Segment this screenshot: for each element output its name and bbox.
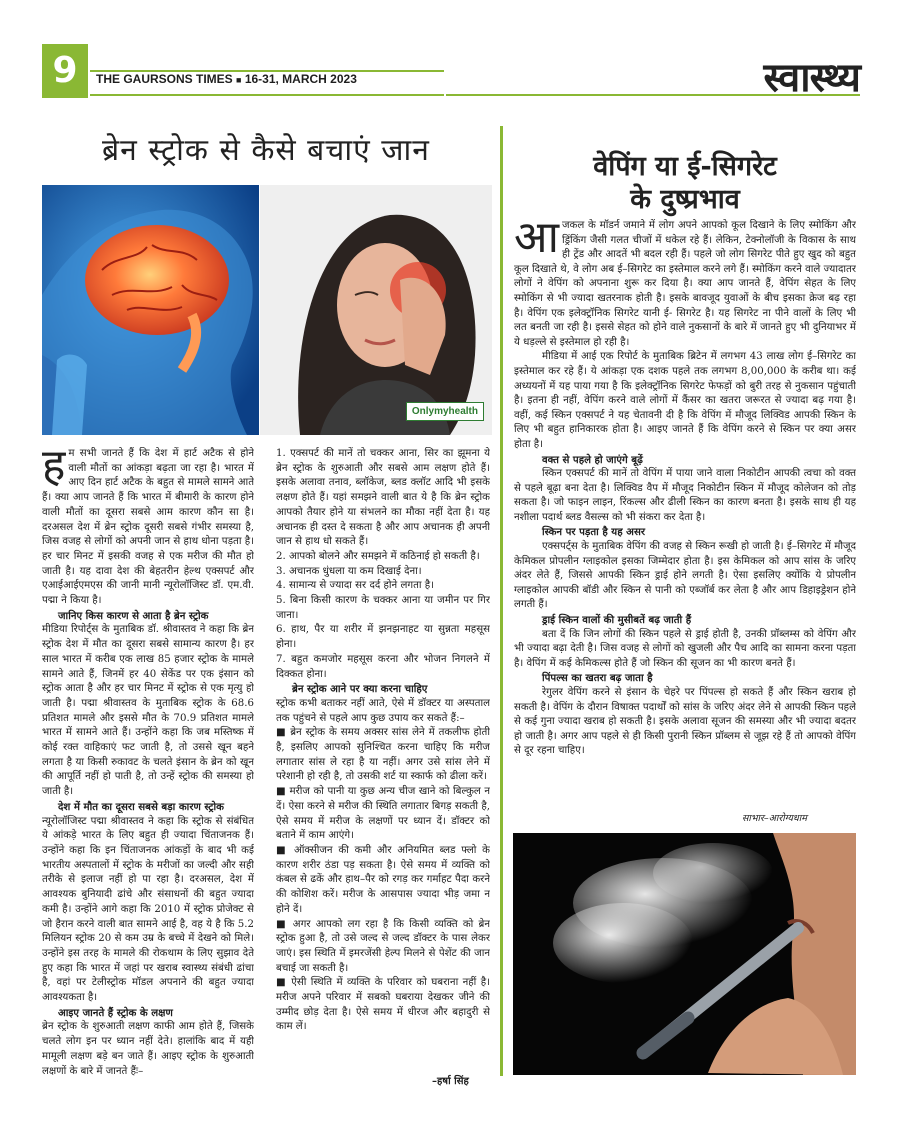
drop-cap: ह [42,447,66,491]
section-text: रेगुलर वेपिंग करने से इंसान के चेहरे पर पिंपल्स हो सकते हैं और स्किन खराब हो सकती है। वेपिंग के दौरान विषाक्त पदार्थों को सांस के जरिए अंदर लेने से आपकी स्किन पहले से कई गुना ज्यादा खराब हो सकती है। इसके अलावा सूजन की समस्या और भी ज्यादा बदतर हो जाती है। अगर आप पहले से ही किसी पुरानी स्किन प्रॉब्लम से जूझ रहे हैं तो आपको वेपिंग से दूर रहना चाहिए। [514,687,856,757]
section-heading: देश में मौत का दूसरा सबसे बड़ा कारण स्ट्रोक [58,800,224,813]
byline: –हर्षा सिंह [432,1076,469,1087]
tip-item: ■ ऑक्सीजन की कमी और अनियमित ब्लड फ्लो के कारण शरीर ठंडा पड़ सकता है। ऐसे समय में व्यक्ति को कंबल से ढकें और हाथ–पैर को रगड़ कर गर्माहट पैदा करने की कोशिश करें। मरीज के आसपास ज्यादा भीड़ जमा न होने दें। [276,844,490,915]
paragraph: मीडिया में आई एक रिपोर्ट के मुताबिक ब्रिटेन में लगभग 43 लाख लोग ई–सिगरेट का इस्तेमाल कर रहे हैं। ये आंकड़ा एक दशक पहले तक लगभग 8,00,000 के करीब था। कई अध्ययनों में यह पाया गया है कि इलेक्ट्रॉनिक सिगरेट फेफड़ों को बुरी तरह से नुकसान पहुंचाती है। इतना ही नहीं, वेपिंग करने वाले लोगों में कैंसर का खतरा जरूरत से ज्यादा बढ़ गया है। वहीं, कई स्किन एक्सपर्ट ने यह चेतावनी दी है कि वेपिंग में मौजूद लिक्विड आपकी स्किन के लिए भी बहुत हानिकारक होता है। आइए जानते हैं कि वेपिंग करने से स्किन पर क्या असर होता है। [514,351,856,450]
section-text: स्ट्रोक कभी बताकर नहीं आते, ऐसे में डॉक्टर या अस्पताल तक पहुंचने से पहले आप कुछ उपाय कर सकते हैं:– [276,697,490,724]
intro-paragraph: म सभी जानते हैं कि देश में हार्ट अटैक से होने वाली मौतों का आंकड़ा बढ़ता जा रहा है। भारत में आए दिन हार्ट अटैक के बहुत से मामले सामने आते हैं। क्या आप जानते हैं कि भारत में बीमारी के कारण होने वाली मौतों का दूसरा सबसे आम कारण कौन सा है। दरअसल देश में ब्रेन स्ट्रोक दूसरी सबसे गंभीर समस्या है, जिस वजह से लोगों को अपनी जान से हाथ धोना पड़ता है। हर चार मिनट में इसकी वजह से एक मरीज की मौत हो जाती है। यह दावा देश की बेहतरीन हेल्थ एक्सपर्ट और एआईआईएमएस की जानी मानी न्यूरोलॉजिस्ट डॉ. एम.वी. पद्मा ने किया है। [42,448,254,607]
article-credit: साभार–आरोग्यधाम [742,813,807,824]
section-title: स्वास्थ्य [763,54,860,101]
page-number: 9 [42,44,88,98]
publication-name: THE GAURSONS TIMES [96,72,233,86]
image-credit-badge: Onlymyhealth [406,402,484,421]
vaping-photo [513,833,856,1075]
section-text: मीडिया रिपोर्ट्स के मुताबिक डॉ. श्रीवास्तव ने कहा कि ब्रेन स्ट्रोक देश में मौत का दूसरा सबसे सामान्य कारण है। हर साल भारत में करीब एक लाख 85 हजार स्ट्रोक के मामले सामने आते हैं, जिनमें हर 40 सेकेंड पर एक इंसान को स्ट्रोक आता है और हर चार मिनट में स्ट्रोक से एक मृत्यु हो जाती है। पद्मा श्रीवास्तव के मुताबिक स्ट्रोक के 68.6 प्रतिशत मामले और इससे मौत के 70.9 प्रतिशत मामले भारत में सामने आते हैं। उन्होंने कहा कि जब मस्तिष्क में कोई रक्त वाहिकाएं फट जाती है, तो उससे खून बहने लगता है या किसी रुकावट के चलते इंसान के ब्रेन को खून की आपूर्ति नहीं हो पाती है, तो उन्हें स्ट्रोक की समस्या हो जाती है। [42,624,254,798]
section-heading: आइए जानते हैं स्ट्रोक के लक्षण [58,1006,173,1019]
brain-stroke-column-2 [276,447,490,1087]
section-heading: जानिए किस कारण से आता है ब्रेन स्ट्रोक [58,609,209,622]
brain-illustration [42,185,259,435]
section-heading: वक्त से पहले हो जाएंगे बूढ़ें [542,453,643,466]
publication-line [96,72,357,86]
symptom-item: 3. अचानक धुंधला या कम दिखाई देना। [276,565,422,577]
tip-item: ■ मरीज को पानी या कुछ अन्य चीज खाने को बिल्कुल न दें। ऐसा करने से मरीज की स्थिति लगातार बिगड़ सकती है, ऐसे समय में मरीज के लक्षणों पर ध्यान दें। डॉक्टर को बताने में काम आएंगे। [276,786,490,842]
symptom-item: 7. बहुत कमजोर महसूस करना और भोजन निगलने में दिक्कत होना। [276,653,490,680]
symptom-item: 4. सामान्य से ज्यादा सर दर्द होने लगता है। [276,580,435,592]
page-header [42,44,860,100]
section-heading: ब्रेन स्ट्रोक आने पर क्या करना चाहिए [292,683,428,696]
symptom-item: 6. हाथ, पैर या शरीर में झनझनाहट या सुन्नता महसूस होना। [276,624,490,651]
symptom-item: 5. बिना किसी कारण के चक्कर आना या जमीन पर गिर जाना। [276,595,490,621]
tip-item: ■ ब्रेन स्ट्रोक के समय अक्सर सांस लेने में तकलीफ होती है, इसलिए आपको सुनिश्चित करना चाहिए कि मरीज लगातार सांस ले रहा है या नहीं। अगर उसे सांस लेने में परेशानी हो रही है, तो उसकी शर्ट या स्कार्फ को ढीला करें। [276,727,490,783]
section-text: एक्सपर्ट्स के मुताबिक वेपिंग की वजह से स्किन रूखी हो जाती है। ई–सिगरेट में मौजूद केमिकल प्रोपलीन ग्लाइकोल इसका जिम्मेदार होता है। इस केमिकल को आप सांस के जरिए अंदर लेते हैं, जिससे आपकी स्किन ड्राई होने लगती है। ऐसा इसलिए क्योंकि ये प्रोपलीन ग्लाइकोल आपकी बॉडी और स्किन से पानी को एब्जॉर्ब कर लेता है और आप डिहाइड्रेशन होने लगती हैं। [514,541,856,611]
green-divider [500,126,503,1076]
vaping-title [510,150,860,216]
brain-stroke-title: ब्रेन स्ट्रोक से कैसे बचाएं जान [102,133,430,168]
vaping-article-body [514,219,856,819]
tip-item: ■ अगर आपको लग रहा है कि किसी व्यक्ति को ब्रेन स्ट्रोक हुआ है, तो उसे जल्द से जल्द डॉक्टर के पास लेकर जाएं। इस स्थिति में इमरजेंसी हेल्प मिलने से पेशेंट की जान बचाई जा सकती है। [276,918,490,974]
section-text: बता दें कि जिन लोगों की स्किन पहले से ड्राई होती है, उनकी प्रॉब्लम्स को वेपिंग और भी ज्यादा बढ़ा देती है। जिस वजह से लोगों को खुजली और पैच आदि का सामना करना पड़ता है। वेपिंग में कई केमिकल्स होते हैं जो स्किन की सूजन का भी कारण बनते हैं। [514,628,856,669]
drop-cap: आ [514,219,559,263]
headache-photo [260,185,492,435]
vaping-title-line-1: वेपिंग या ई-सिगरेट [593,151,777,182]
square-icon: ■ [236,75,242,85]
section-text: ब्रेन स्ट्रोक के शुरुआती लक्षण काफी आम होते हैं, जिसके चलते लोग इन पर ध्यान नहीं देते। हालांकि बाद में यही मामूली लक्षण बड़े बन जाते हैं। आइए स्ट्रोक के शुरुआती लक्षणों के बारे में जानते हैंः– [42,1021,254,1077]
section-heading: स्किन पर पड़ता है यह असर [542,526,646,539]
section-text: स्किन एक्सपर्ट की मानें तो वेपिंग में पाया जाने वाला निकोटीन आपकी त्वचा को वक्त से पहले बूढ़ा बना देता है। लिक्विड वैप में मौजूद निकोटीन स्किन में मौजूद कोलेजन को तोड़ सकता है। जो फाइन लाइन, रिंकल्स और ढीली स्किन का कारण बनता है। इसके साथ ही यह नशीला पदार्थ ब्लड वैसल्स को भी संकरा कर देता है। [514,468,856,523]
section-heading: पिंपल्स का खतरा बढ़ जाता है [542,672,653,685]
brain-stroke-column-1 [42,447,254,1087]
issue-date: 16-31, MARCH 2023 [244,72,357,86]
tip-item: ■ ऐसी स्थिति में व्यक्ति के परिवार को घबराना नहीं है। मरीज अपने परिवार में सबको घबराया देखकर जीने की उम्मीद छोड़ देता है। ऐसे समय में धीरज और बहादुरी से काम लें। [276,977,490,1033]
symptom-item: 1. एक्सपर्ट की मानें तो चक्कर आना, सिर का झूमना ये ब्रेन स्ट्रोक के शुरुआती और सबसे आम लक्षण होते हैं। इसके अलावा तनाव, ब्लॉकेज, ब्लड क्लॉट आदि भी इसके लक्षण होते हैं। यहां समझने वाली बात ये है कि ब्रेन स्ट्रोक आपको तैयार होने या संभलने का मौका नहीं देता है। यह अचानक ही दस्त दे सकता है और आप अचानक ही अपनी जान से हाथ धो सकते हैं। [276,448,490,548]
intro-paragraph: जकल के मॉडर्न जमाने में लोग अपने आपको कूल दिखाने के लिए स्मोकिंग और ड्रिंकिंग जैसी गलत चीजों में धकेल रहे हैं। लेकिन, टेक्नोलॉजी के विकास के साथ ही ट्रेंड और आदतें भी बदल रही हैं। पहले जो लोग सिगरेट पीते हुए खुद को बहुत कूल दिखाते थे, वे लोग अब ई–सिगरेट का इस्तेमाल करने लगे हैं। स्मोकिंग करने वाले ज्यादातर लोगों ने वेपिंग को अपनाना शुरू कर दिया है। क्या आप जानते हैं, वेपिंग सेहत के लिए स्मोकिंग से भी ज्यादा खतरनाक होती है। इसके बावजूद युवाओं के बीच इसका क्रेज बढ़ रहा है। वेपिंग एक इलेक्ट्रॉनिक सिगरेट यानी ई- सिगरेट है। यह सिगरेट ना पीने वालों के लिए भी लत बनती जा रही है। इससे सेहत को होने वाले नुकसानों के बारे में जानते हुए भी दुनियाभर में ये धड़ल्ले से इस्तेमाल हो रही है। [514,220,856,348]
section-text: न्यूरोलॉजिस्ट पद्मा श्रीवास्तव ने कहा कि स्ट्रोक से संबंधित ये आंकड़े भारत के लिए बहुत ही ज्यादा चिंताजनक हैं। उन्होंने कहा कि इन चिंताजनक आंकड़ों के बाद भी कई भारतीय अस्पतालों में स्ट्रोक के मरीजों का जल्दी और सही तरीके से इलाज नहीं हो पा रहा है। दरअसल, देश में आवश्यक बुनियादी ढांचे और संसाधनों की बहुत ज्यादा कमी है। उन्होंने आगे कहा कि 2010 में स्ट्रोक प्रोजेक्ट से जो हैरान करने वाली बात सामने आई है, वह ये है कि 5.2 मिलियन स्ट्रोक 20 से कम उम्र के बच्चे में देखने को मिले। उन्होंने इस तरह के मामले की रोकथाम के लिए सुझाव देते हुए कहा कि भारत में जहां पर खराब स्वास्थ्य संबंधी ढांचा है, वहां पर टेलीस्ट्रोक मॉडल अपनाने की बहुत ज्यादा आवश्यकता है। [42,815,254,1004]
section-heading: ड्राई स्किन वालों की मुसीबतें बढ़ जाती हैं [542,614,692,627]
vaping-title-line-2: के दुष्प्रभाव [630,184,740,215]
symptom-item: 2. आपको बोलने और समझने में कठिनाई हो सकती है। [276,550,480,562]
